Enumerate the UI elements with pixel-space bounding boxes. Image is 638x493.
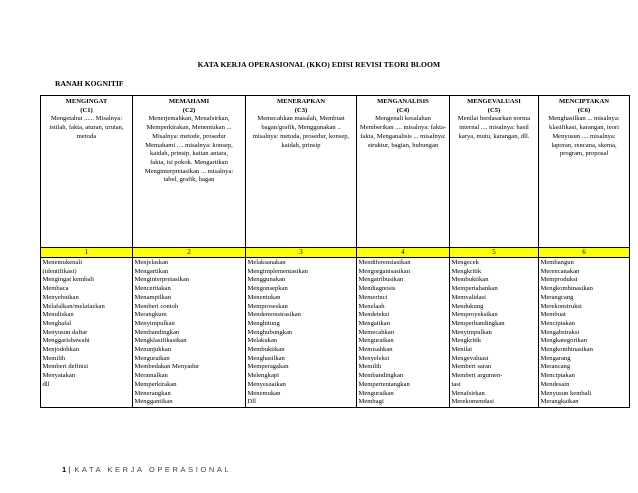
verb-item: Memecahkan (358, 328, 395, 336)
verb-item: Menemukenali (42, 259, 83, 266)
header-cell-c4 (357, 96, 450, 248)
verb-item: Mengonsepkan (247, 285, 288, 293)
verb-item: Menguraikan (358, 337, 394, 345)
verb-item: Menentukan (247, 293, 281, 301)
verb-item: Membandingkan (358, 372, 404, 380)
category-name: MENGINGAT (65, 98, 108, 105)
verb-item: Mendemonstrasikan (247, 311, 301, 319)
verb-item: Dll (247, 398, 256, 406)
verb-item: Menggunakan (247, 276, 286, 284)
header-cell-c6 (539, 96, 630, 248)
section-title: RANAH KOGNITIF (55, 79, 124, 88)
verb-item: Melakukan (247, 337, 278, 345)
column-number-row (41, 248, 630, 258)
verb-item: Menghasilkan (247, 354, 285, 362)
category-code: (C3) (294, 106, 308, 114)
header-cell-c1 (41, 96, 133, 248)
verb-item: Mengkritik (451, 337, 482, 345)
verb-item: Melafalkan/melafazkan (42, 302, 105, 310)
verb-item: Merekonstruksi (540, 302, 582, 310)
verb-item: Menerangkan (134, 389, 171, 397)
category-description: Menilai berdasarkan norma internal .... misalnya: hasil karya, mutu, karangan, dll. (457, 115, 531, 140)
column-number: 4 (357, 248, 450, 258)
verb-item: Menghitung (247, 319, 280, 327)
verb-item: Mengaitkan (358, 319, 390, 327)
verb-list-c5 (450, 258, 539, 408)
verb-item: Menciptakan (540, 372, 575, 380)
verb-item: Memberi definisi (42, 363, 89, 371)
category-description: Menghasilkan ... misalnya: klasifikasi, karangan, teori Menyusun .... misalnya: laporan, rencana, skema, program, proposal (548, 115, 620, 158)
document-title: KATA KERJA OPERASIONAL (KKO) EDISI REVISI TEORI BLOOM (197, 60, 441, 69)
verb-list-c1 (41, 258, 133, 408)
category-description: Memecahkan masalah, Membuat bagan/grafik, Menggunakan .. misalnya: metoda, prosedur, konsep, kaidah, prinsip (252, 115, 350, 149)
verb-item: Merencanakan (540, 267, 580, 275)
verb-item: Melengkapi (247, 372, 279, 380)
footer-label: KATA KERJA OPERASIONAL (74, 465, 232, 474)
verb-item: dll (42, 380, 50, 388)
header-cell-c3 (246, 96, 357, 248)
column-number: 3 (246, 248, 357, 258)
verb-item: Menjodohkan (42, 346, 80, 354)
category-code: (C4) (396, 106, 410, 114)
verb-item: Mengevaluasi (451, 354, 489, 362)
verb-item: Menghubungkan (247, 328, 293, 336)
footer-separator: | (68, 465, 71, 474)
category-code: (C5) (487, 106, 501, 114)
column-number: 1 (41, 248, 133, 258)
verb-item: Merancang (540, 363, 571, 371)
verb-item: Menyatakan (42, 372, 76, 380)
verb-item: Memperagakan (247, 363, 289, 371)
verb-item: Memberi argumen- (451, 372, 503, 380)
verb-item: Memproduksi (540, 276, 578, 284)
header-cell-c5 (450, 96, 539, 248)
verb-item: Mengatribusikan (358, 276, 404, 284)
page-footer (62, 465, 231, 474)
verb-item: Menyeleksi (358, 354, 390, 362)
verb-item: Menyusun daftar (42, 328, 88, 336)
verb-item: (identifikasi) (42, 267, 77, 275)
category-code: (C6) (577, 106, 591, 114)
verb-item: Mengkombinasikan (540, 285, 593, 293)
verb-item: Mendesain (540, 380, 570, 388)
verb-item: Memberi saran (451, 363, 492, 371)
verb-item: Menuliskan (42, 311, 74, 319)
category-description: Mengenali kesalahan Memberikan .... misalnya: fakta-fakta, Menganalisis ... misalnya: struktur, bagian, hubungan (359, 115, 447, 149)
verb-item: Membaca (42, 285, 69, 293)
verb-list-c4 (357, 258, 450, 408)
verb-item: Memisahkan (358, 346, 393, 354)
verb-item: Mengingat kembali (42, 276, 94, 284)
verb-item: Memperbandingkan (451, 319, 505, 327)
verb-list-c6 (539, 258, 630, 408)
verb-item: Menunjukkan (134, 346, 172, 354)
column-number: 2 (133, 248, 246, 258)
verb-item: Menjelaskan (134, 259, 169, 266)
verb-item: Memilih (358, 363, 382, 371)
category-name: MENGEVALUASI (467, 98, 521, 105)
verb-item: Menemukan (247, 389, 281, 397)
verb-item: Menyusun kembali (540, 389, 592, 397)
verb-item: Mengecek (451, 259, 479, 266)
verb-item: Merekomendasi (451, 398, 494, 406)
category-code: (C2) (182, 106, 196, 114)
verb-item: Memproyeksikan (451, 311, 498, 319)
category-name: MENGANALISIS (377, 98, 429, 105)
verb-item: Membandingkan (134, 328, 180, 336)
verb-list-c2 (133, 258, 246, 408)
verb-item: Menggarisbawahi (42, 337, 90, 345)
verb-item: Mengarang (540, 354, 571, 362)
verb-item: Mengklasifikasikan (134, 337, 187, 345)
verb-item: Menghafal (42, 319, 72, 327)
category-code: (C1) (80, 106, 93, 114)
category-description: Mengetahui ...... Misalnya: istilah, fakta, aturan, urutan, metoda (49, 115, 124, 140)
verb-item: Membangun (540, 259, 574, 266)
verb-item: Mempertahankan (451, 285, 498, 293)
verb-item: Menciptakan (540, 319, 575, 327)
verb-item: Mengabstraksi (540, 328, 580, 336)
verb-item: Mempertentangkan (358, 380, 410, 388)
verb-item: Merangkum (134, 311, 167, 319)
verb-item: Memproseskan (247, 302, 288, 310)
verb-item: tasi (451, 380, 461, 388)
verb-item: Mendiferensiasikan (358, 259, 411, 266)
category-name: MENCIPTAKAN (558, 98, 610, 105)
verb-item: Membagi (358, 398, 384, 406)
verb-item: Mendiagnosis (358, 285, 396, 293)
verb-item: Menelaah (358, 302, 385, 310)
verb-item: Menguraikan (134, 354, 170, 362)
verb-item: Membedakan Menyadur (134, 363, 200, 371)
kko-table (40, 95, 630, 408)
verb-item: Menyebutkan (42, 293, 79, 301)
verb-list-c3 (246, 258, 357, 408)
verb-item: Membuktikan (451, 276, 489, 284)
verb-item: Merangkaikan (540, 398, 579, 406)
verb-item: Mengkritik (451, 267, 482, 275)
verb-item: Menyimpulkan (134, 319, 175, 327)
verb-item: Melaksanakan (247, 259, 286, 266)
verb-item: Menyimpulkan (451, 328, 492, 336)
category-description: Menerjemahkan, Menafsirkan, Memperkirakan, Menentukan ... Misalnya: metode, prosedur Memahami .... misalnya: konsep, kaidah, prinsip, kaitan antara, fakta, isi pokok. Mengartikan Menginterpretasikan ... misalnya: tabel, grafik, bagan (144, 115, 234, 184)
verb-item: Mengkombinasikan (540, 346, 593, 354)
verb-item: Mendeteksi (358, 311, 390, 319)
verb-item: Memperkirakan (134, 380, 177, 388)
verb-item: Mendukung (451, 302, 484, 310)
verb-item: Memilih (42, 354, 66, 362)
page-number: 1 (62, 465, 67, 474)
verb-item: Memvalidasi (451, 293, 486, 301)
verb-item: Merangcang (540, 293, 574, 301)
verb-item: Mengkategorikan (540, 337, 588, 345)
verb-item: Menafsirkan (451, 389, 485, 397)
category-name: MENERAPKAN (277, 98, 325, 105)
verb-item: Menilai (451, 346, 473, 354)
verb-item: Mengimplementasikan (247, 267, 308, 275)
table-header-row (41, 96, 630, 248)
column-number: 6 (539, 248, 630, 258)
category-name: MEMAHAMI (168, 98, 210, 105)
verb-item: Mengartikan (134, 267, 169, 275)
header-cell-c2 (133, 96, 246, 248)
verb-item: Membuat (540, 311, 566, 319)
verb-item: Memerinci (358, 293, 388, 301)
verb-item: Menyesuaikan (247, 380, 286, 388)
column-number: 5 (450, 248, 539, 258)
verb-item: Menggantikan (134, 398, 173, 406)
verb-item: Menginterpretasikan (134, 276, 190, 284)
verb-item: Memberi contoh (134, 302, 179, 310)
verb-item: Membuktikan (247, 346, 285, 354)
verb-item: Mengorganisasikan (358, 267, 411, 275)
verb-item: Meramalkan (134, 372, 168, 380)
verb-item: Menceritakan (134, 285, 171, 293)
verb-item: Menguraikan (358, 389, 394, 397)
verb-item: Menampilkan (134, 293, 172, 301)
verbs-row (41, 258, 630, 408)
